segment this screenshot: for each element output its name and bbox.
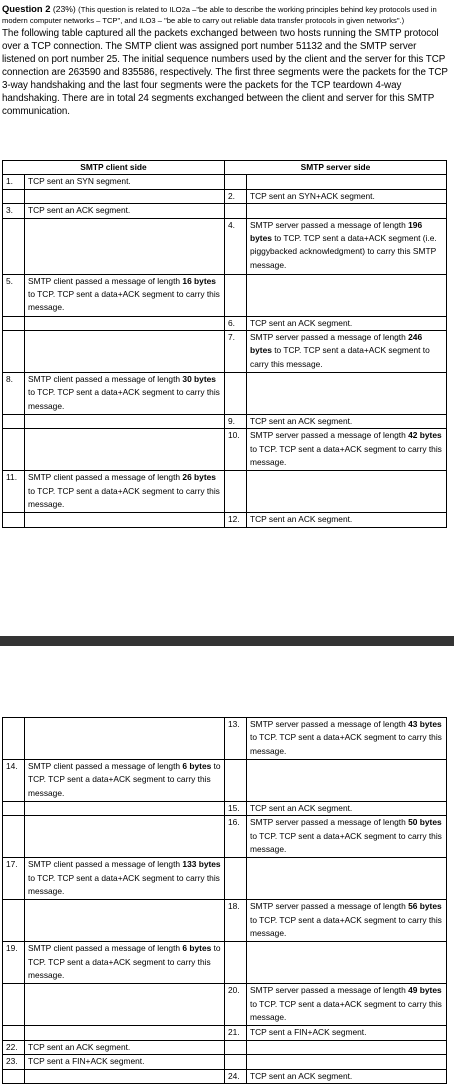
client-num-cell <box>3 802 25 816</box>
table-row <box>3 175 447 189</box>
table-row <box>3 274 447 316</box>
page-divider <box>0 636 454 646</box>
message-length: 26 bytes <box>182 472 216 483</box>
server-text-cell <box>247 204 447 218</box>
client-num-cell: 1. <box>3 175 25 189</box>
client-text-cell <box>25 218 225 274</box>
server-text-cell <box>247 760 447 802</box>
client-text-cell <box>25 316 225 330</box>
message-length: 43 bytes <box>408 719 442 729</box>
client-text-cell <box>25 900 225 942</box>
segment-description: TCP sent an ACK segment. <box>28 1041 131 1052</box>
table-row <box>3 1040 447 1054</box>
server-num-cell: 16. <box>225 816 247 858</box>
client-text-cell <box>25 471 225 513</box>
server-num-cell: 10. <box>225 429 247 471</box>
question-body: The following table captured all the packets exchanged between two hosts running the SMTP protocol over a TCP connection. The SMTP client was assigned port number 51132 and the SMTP server listened on port number 25. The initial sequence numbers used by the client and the server for this TCP connection are 263590 and 835586, respectively. The first three segments were the packets for the TCP 3-way handshaking and the last four segments were the packets for the TCP teardown 4-way handshaking. There are in total 24 segments exchanged between the client and server for this SMTP communication. <box>2 27 448 118</box>
table-row <box>3 900 447 942</box>
client-num-cell: 11. <box>3 471 25 513</box>
message-length: 133 bytes <box>182 859 221 870</box>
server-text-cell <box>247 1055 447 1069</box>
client-text-cell <box>25 513 225 527</box>
server-num-cell <box>225 858 247 900</box>
client-text-cell <box>25 984 225 1026</box>
client-num-cell <box>3 415 25 429</box>
client-text-cell <box>25 816 225 858</box>
table-body <box>3 718 447 1084</box>
server-num-cell: 12. <box>225 513 247 527</box>
table-row <box>3 415 447 429</box>
segment-description: SMTP client passed a message of length 133 bytes to TCP. TCP sent a data+ACK segment to carry this message. <box>28 859 221 897</box>
server-text-cell <box>247 513 447 527</box>
packet-table-part1 <box>2 160 447 528</box>
server-num-cell: 15. <box>225 802 247 816</box>
table-header-row <box>3 161 447 175</box>
server-text-cell <box>247 1040 447 1054</box>
segment-description: SMTP client passed a message of length 30 bytes to TCP. TCP sent a data+ACK segment to carry this message. <box>28 374 220 411</box>
client-text-cell <box>25 415 225 429</box>
server-num-cell <box>225 274 247 316</box>
client-text-cell <box>25 942 225 984</box>
server-num-cell: 4. <box>225 218 247 274</box>
segment-description: TCP sent an ACK segment. <box>250 1070 353 1081</box>
client-text-cell <box>25 1055 225 1069</box>
segment-description: SMTP server passed a message of length 56 bytes to TCP. TCP sent a data+ACK segment to carry this message. <box>250 901 442 939</box>
client-text-cell <box>25 1069 225 1083</box>
table-row <box>3 189 447 203</box>
table-row <box>3 760 447 802</box>
segment-description: SMTP server passed a message of length 49 bytes to TCP. TCP sent a data+ACK segment to carry this message. <box>250 985 442 1023</box>
segment-description: SMTP server passed a message of length 50 bytes to TCP. TCP sent a data+ACK segment to carry this message. <box>250 817 442 855</box>
table-row <box>3 942 447 984</box>
server-num-cell: 24. <box>225 1069 247 1083</box>
table-row <box>3 1026 447 1040</box>
client-text-cell <box>25 274 225 316</box>
server-text-cell <box>247 373 447 415</box>
client-text-cell <box>25 760 225 802</box>
table-row <box>3 471 447 513</box>
client-text-cell <box>25 429 225 471</box>
message-length: 30 bytes <box>182 374 216 385</box>
page-bottom <box>0 646 454 1080</box>
segment-description: TCP sent an SYN+ACK segment. <box>250 190 375 201</box>
server-text-cell <box>247 718 447 760</box>
server-num-cell <box>225 373 247 415</box>
table-row <box>3 858 447 900</box>
segment-description: TCP sent an ACK segment. <box>250 514 353 525</box>
server-text-cell <box>247 1026 447 1040</box>
client-num-cell <box>3 331 25 373</box>
client-num-cell: 5. <box>3 274 25 316</box>
client-text-cell <box>25 1040 225 1054</box>
server-text-cell <box>247 471 447 513</box>
server-num-cell: 21. <box>225 1026 247 1040</box>
server-num-cell <box>225 1055 247 1069</box>
table-row <box>3 816 447 858</box>
table-row <box>3 218 447 274</box>
table-row <box>3 373 447 415</box>
table-row <box>3 1069 447 1083</box>
client-num-cell <box>3 1026 25 1040</box>
server-text-cell <box>247 189 447 203</box>
server-text-cell <box>247 274 447 316</box>
client-num-cell: 8. <box>3 373 25 415</box>
client-num-cell <box>3 984 25 1026</box>
segment-description: TCP sent a FIN+ACK segment. <box>250 1027 367 1038</box>
client-num-cell: 23. <box>3 1055 25 1069</box>
segment-description: TCP sent an SYN segment. <box>28 176 131 187</box>
message-length: 50 bytes <box>408 817 442 828</box>
segment-description: SMTP server passed a message of length 246 bytes to TCP. TCP sent a data+ACK segment to carry this message. <box>250 332 430 369</box>
table-row <box>3 429 447 471</box>
table-row <box>3 802 447 816</box>
server-num-cell <box>225 175 247 189</box>
client-text-cell <box>25 373 225 415</box>
segment-description: SMTP server passed a message of length 42 bytes to TCP. TCP sent a data+ACK segment to carry this message. <box>250 430 442 468</box>
message-length: 246 bytes <box>250 332 423 356</box>
server-text-cell <box>247 415 447 429</box>
question-heading: Question 2 <box>2 3 51 14</box>
message-length: 49 bytes <box>408 985 442 996</box>
server-num-cell: 13. <box>225 718 247 760</box>
segment-description: SMTP client passed a message of length 6 bytes to TCP. TCP sent a data+ACK segment to carry this message. <box>28 943 221 981</box>
segment-description: SMTP client passed a message of length 26 bytes to TCP. TCP sent a data+ACK segment to carry this message. <box>28 472 220 510</box>
server-num-cell: 6. <box>225 316 247 330</box>
client-num-cell: 19. <box>3 942 25 984</box>
client-num-cell: 17. <box>3 858 25 900</box>
server-text-cell <box>247 858 447 900</box>
server-num-cell <box>225 1040 247 1054</box>
server-text-cell <box>247 984 447 1026</box>
server-num-cell <box>225 471 247 513</box>
server-num-cell: 9. <box>225 415 247 429</box>
server-text-cell <box>247 1069 447 1083</box>
message-length: 16 bytes <box>182 275 216 286</box>
client-text-cell <box>25 175 225 189</box>
server-num-cell <box>225 942 247 984</box>
client-num-cell <box>3 718 25 760</box>
server-num-cell: 7. <box>225 331 247 373</box>
table-row <box>3 204 447 218</box>
table-row <box>3 513 447 527</box>
client-side-header: SMTP client side <box>3 161 225 175</box>
client-num-cell <box>3 189 25 203</box>
segment-description: TCP sent an ACK segment. <box>250 803 353 813</box>
server-num-cell: 2. <box>225 189 247 203</box>
client-num-cell <box>3 900 25 942</box>
client-num-cell <box>3 429 25 471</box>
table-body <box>3 175 447 527</box>
question-intro <box>0 0 454 118</box>
packet-table-part2 <box>2 717 447 1084</box>
client-num-cell: 3. <box>3 204 25 218</box>
segment-description: TCP sent a FIN+ACK segment. <box>28 1056 145 1067</box>
client-num-cell <box>3 816 25 858</box>
segment-description: SMTP server passed a message of length 196 bytes to TCP. TCP sent a data+ACK segment (i.e. piggybacked acknowledgment) to carry this SMTP message. <box>250 219 437 270</box>
client-text-cell <box>25 802 225 816</box>
segment-description: SMTP client passed a message of length 16 bytes to TCP. TCP sent a data+ACK segment to carry this message. <box>28 275 220 313</box>
client-num-cell <box>3 316 25 330</box>
server-text-cell <box>247 802 447 816</box>
message-length: 6 bytes <box>182 761 212 771</box>
message-length: 196 bytes <box>250 219 423 244</box>
server-text-cell <box>247 175 447 189</box>
client-num-cell: 14. <box>3 760 25 802</box>
segment-description: SMTP server passed a message of length 43 bytes to TCP. TCP sent a data+ACK segment to carry this message. <box>250 719 442 756</box>
client-text-cell <box>25 189 225 203</box>
table-row <box>3 1055 447 1069</box>
segment-description: TCP sent an ACK segment. <box>28 205 131 216</box>
client-text-cell <box>25 1026 225 1040</box>
table-row <box>3 718 447 760</box>
server-text-cell <box>247 218 447 274</box>
server-side-header: SMTP server side <box>225 161 447 175</box>
table-row <box>3 984 447 1026</box>
server-text-cell <box>247 900 447 942</box>
server-num-cell: 20. <box>225 984 247 1026</box>
client-num-cell <box>3 218 25 274</box>
client-text-cell <box>25 858 225 900</box>
server-text-cell <box>247 331 447 373</box>
server-num-cell <box>225 760 247 802</box>
table-row <box>3 316 447 330</box>
client-text-cell <box>25 718 225 760</box>
server-num-cell: 18. <box>225 900 247 942</box>
server-text-cell <box>247 816 447 858</box>
message-length: 42 bytes <box>408 430 442 441</box>
table-row <box>3 331 447 373</box>
server-text-cell <box>247 429 447 471</box>
question-note: (This question is related to ILO2a –"be able to describe the working principles behind key protocols used in modern computer networks – TCP", and ILO3 – "be able to carry out reliable data transfer protocols in given networks".) <box>2 5 437 26</box>
question-weight: (23%) <box>52 4 76 14</box>
message-length: 6 bytes <box>182 943 212 954</box>
segment-description: SMTP client passed a message of length 6 bytes to TCP. TCP sent a data+ACK segment to carry this message. <box>28 761 221 798</box>
server-text-cell <box>247 316 447 330</box>
question-header <box>2 3 452 27</box>
client-text-cell <box>25 331 225 373</box>
message-length: 56 bytes <box>408 901 442 912</box>
client-text-cell <box>25 204 225 218</box>
client-num-cell <box>3 513 25 527</box>
server-num-cell <box>225 204 247 218</box>
segment-description: TCP sent an ACK segment. <box>250 416 353 427</box>
client-num-cell <box>3 1069 25 1083</box>
client-num-cell: 22. <box>3 1040 25 1054</box>
server-text-cell <box>247 942 447 984</box>
segment-description: TCP sent an ACK segment. <box>250 317 353 328</box>
